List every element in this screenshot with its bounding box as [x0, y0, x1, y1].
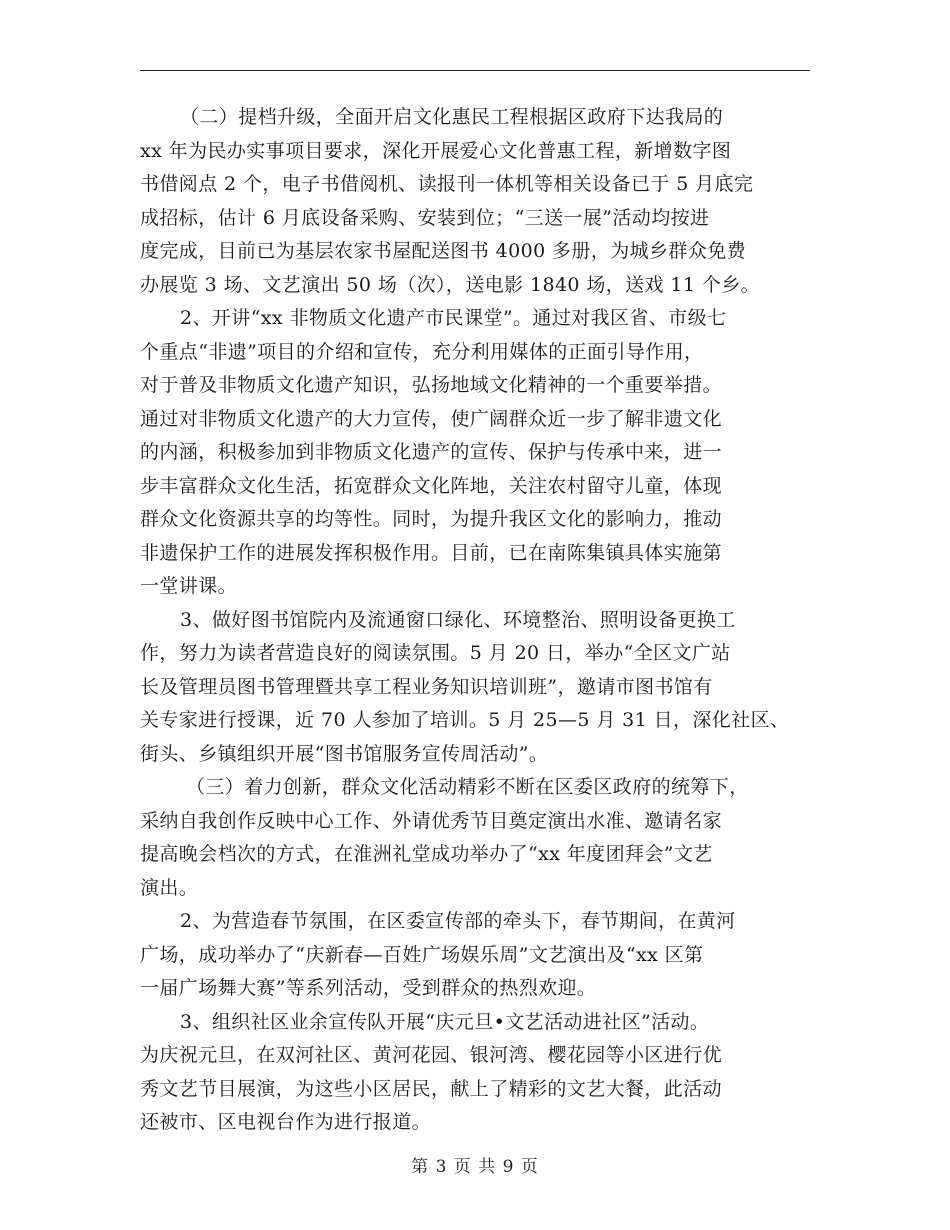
- text-line: 关专家进行授课，近 70 人参加了培训。5 月 25—5 月 31 日，深化社区、: [140, 709, 790, 731]
- text-line: 作，努力为读者营造良好的阅读氛围。5 月 20 日，举办“全区文广站: [140, 642, 731, 664]
- text-line: 为庆祝元旦，在双河社区、黄河花园、银河湾、樱花园等小区进行优: [140, 1044, 723, 1066]
- text-line: 步丰富群众文化生活，拓宽群众文化阵地，关注农村留守儿童，体现: [140, 474, 723, 497]
- text-line: 长及管理员图书管理暨共享工程业务知识培训班”，邀请市图书馆有: [140, 675, 713, 698]
- text-line: 度完成，目前已为基层农家书屋配送图书 4000 多册，为城乡群众免费: [140, 240, 747, 262]
- text-line: 的内涵，积极参加到非物质文化遗产的宣传、保护与传承中来，进一: [140, 441, 723, 463]
- document-body: [140, 101, 810, 1140]
- page-number-footer: 第 3 页 共 9 页: [411, 1157, 539, 1177]
- text-line: 3、组织社区业余宣传队开展“庆元旦•文艺活动进社区”活动。: [180, 1010, 710, 1033]
- text-line: 办展览 3 场、文艺演出 50 场（次），送电影 1840 场，送戏 11 个乡。: [140, 273, 761, 296]
- text-line: （二）提档升级，全面开启文化惠民工程根据区政府下达我局的: [180, 106, 724, 128]
- text-line: （三）着力创新，群众文化活动精彩不断在区委区政府的统筹下，: [186, 776, 749, 798]
- text-line: 采纳自我创作反映中心工作、外请优秀节目奠定演出水准、邀请名家: [140, 809, 723, 832]
- text-line: 演出。: [140, 876, 199, 899]
- text-line: 通过对非物质文化遗产的大力宣传，使广阔群众近一步了解非遗文化: [140, 407, 723, 430]
- text-line: xx 年为民办实事项目要求，深化开展爱心文化普惠工程，新增数字图: [140, 139, 732, 162]
- text-line: 成招标，估计 6 月底设备采购、安装到位；“三送一展”活动均按进: [140, 206, 710, 229]
- text-line: 个重点“非遗”项目的介绍和宣传，充分利用媒体的正面引导作用，: [140, 340, 704, 363]
- text-line: 街头、乡镇组织开展“图书馆服务宣传周活动”。: [140, 742, 549, 765]
- text-line: 书借阅点 2 个，电子书借阅机、读报刊一体机等相关设备已于 5 月底完: [140, 173, 754, 195]
- text-line: 广场，成功举办了“庆新春—百姓广场娱乐周”文艺演出及“xx 区第: [140, 943, 704, 966]
- text-line: 非遗保护工作的进展发挥积极作用。目前，已在南陈集镇具体实施第: [140, 541, 723, 564]
- text-line: 2、开讲“xx 非物质文化遗产市民课堂”。通过对我区省、市级七: [180, 307, 727, 329]
- text-line: 一堂讲课。: [140, 575, 238, 597]
- header-rule: [140, 70, 810, 71]
- text-line: 一届广场舞大赛”等系列活动，受到群众的热烈欢迎。: [140, 977, 597, 999]
- text-line: 3、做好图书馆院内及流通窗口绿化、环境整治、照明设备更换工: [180, 608, 736, 631]
- text-line: 2、为营造春节氛围，在区委宣传部的牵头下，春节期间，在黄河: [180, 910, 736, 932]
- text-line: 群众文化资源共享的均等性。同时，为提升我区文化的影响力，推动: [140, 508, 723, 530]
- text-line: 对于普及非物质文化遗产知识，弘扬地域文化精神的一个重要举措。: [140, 374, 723, 396]
- text-line: 还被市、区电视台作为进行报道。: [140, 1111, 432, 1133]
- text-line: 秀文艺节目展演，为这些小区居民，献上了精彩的文艺大餐，此活动: [140, 1077, 723, 1100]
- text-line: 提高晚会档次的方式，在淮洲礼堂成功举办了“xx 年度团拜会”文艺: [140, 843, 713, 865]
